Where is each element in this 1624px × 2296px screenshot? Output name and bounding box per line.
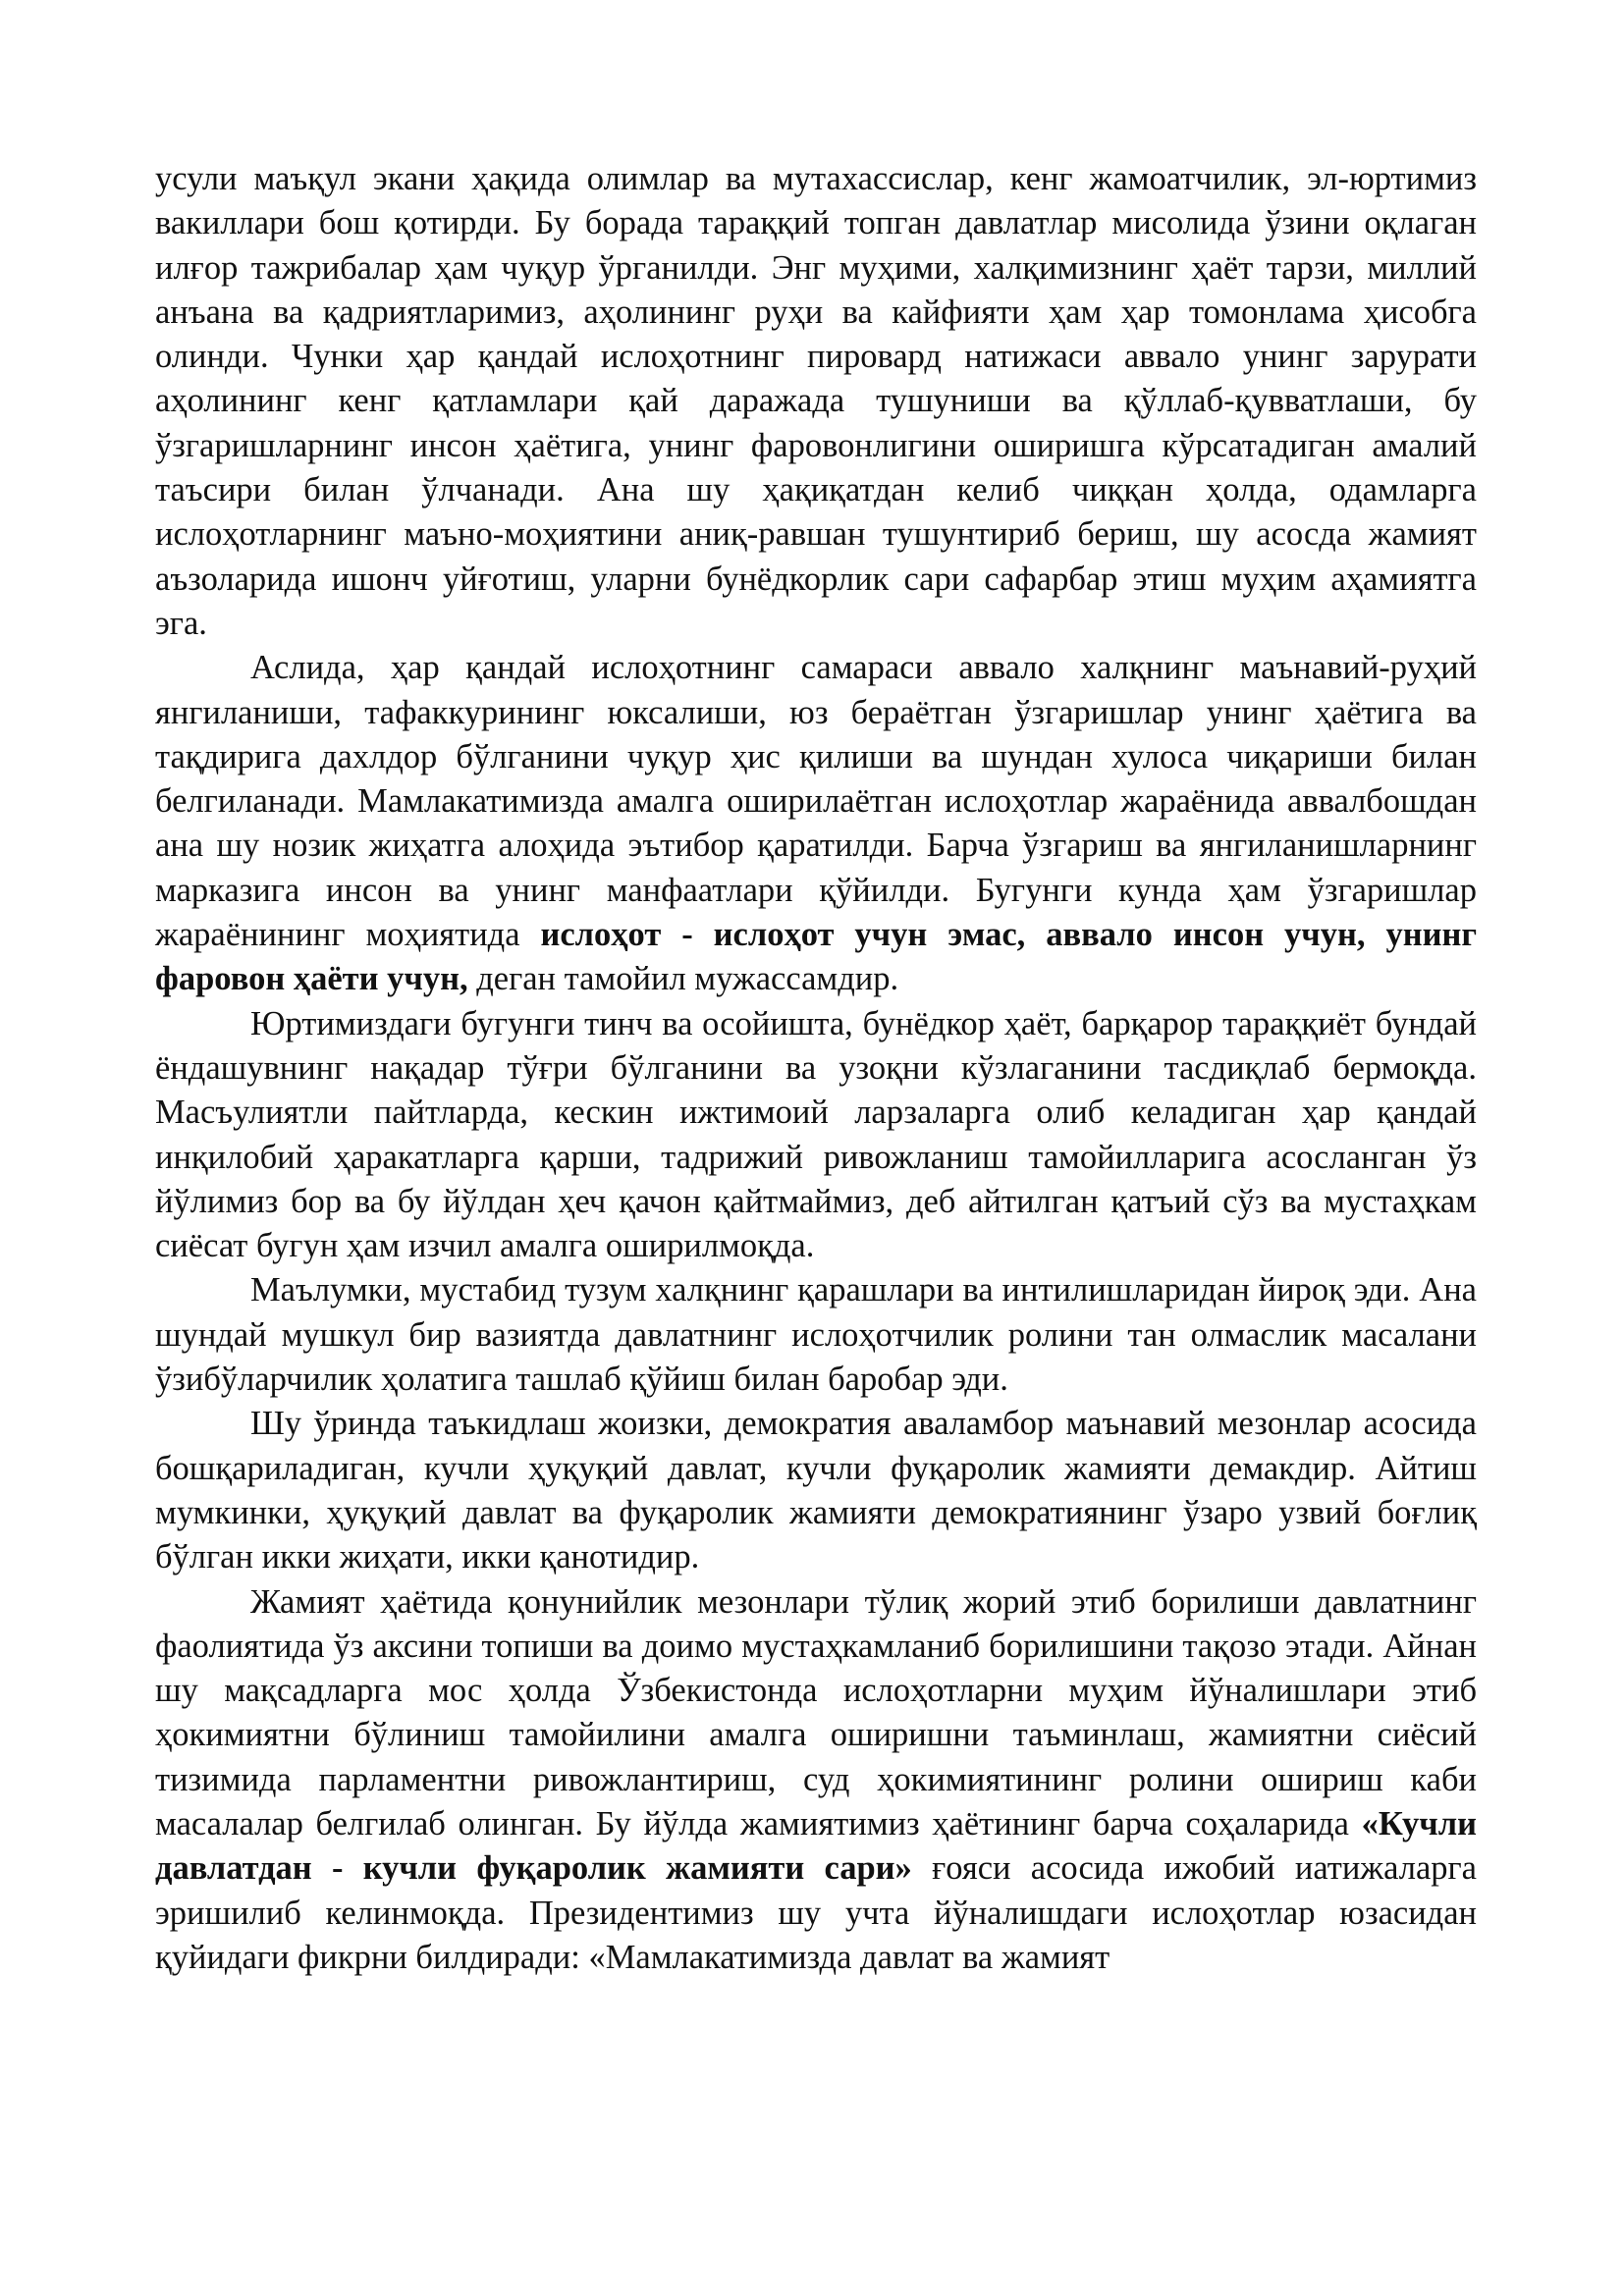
paragraph-2 [155,646,1477,1001]
paragraph-1 [155,157,1477,646]
text-run: Юртимиздаги бугунги тинч ва осойишта, бунёдкор ҳаёт, барқарор тараққиёт бундай ёндашувнинг нақадар тўғри бўлганини ва узоқни кўзлаганини тасдиқлаб бермоқда. Масъулиятли пайтларда, кескин ижтимоий ларзаларга олиб келадиган ҳар қандай инқилобий ҳаракатларга қарши, тадрижий ривожланиш тамойилларига асосланган ўз йўлимиз бор ва бу йўлдан ҳеч қачон қайтмаймиз, деб айтилган қатъий сўз ва мустаҳкам сиёсат бугун ҳам изчил амалга оширилмоқда. [155,1004,1477,1265]
text-run: Шу ўринда таъкидлаш жоизки, демократия аваламбор маънавий мезонлар асосида бошқариладиган, кучли ҳуқуқий давлат, кучли фуқаролик жамияти демакдир. Айтиш мумкинки, ҳуқуқий давлат ва фуқаролик жамияти демократиянинг ўзаро узвий боғлиқ бўлган икки жиҳати, икки қанотидир. [155,1405,1477,1576]
bold-text-run: ислоҳот - ислоҳот учун эмас, аввало инсон учун, унинг фаровон ҳаёти учун, [155,916,1477,998]
text-run: Маълумки, мустабид тузум халқнинг қарашлари ва интилишларидан йироқ эди. Ана шундай мушкул бир вазиятда давлатнинг ислоҳотчилик ролини тан олмаслик масалани ўзибўларчилик ҳолатига ташлаб қўйиш билан баробар эди. [155,1271,1477,1399]
text-run: Аслида, ҳар қандай ислоҳотнинг самараси аввало халқнинг маънавий-руҳий янгиланиши, тафаккурининг юксалиши, юз бераётган ўзгаришлар унинг ҳаётига ва тақдирига дахлдор бўлганини чуқур ҳис қилиши ва шундан хулоса чиқариши билан белгиланади. Мамлакатимизда амалга оширилаётган ислоҳотлар жараёнида аввалбошдан ана шу нозик жиҳатга алоҳида эътибор қаратилди. Барча ўзгариш ва янгиланишларнинг марказига инсон ва унинг манфаатлари қўйилди. Бугунги кунда ҳам ўзгаришлар жараёнининг моҳиятида [155,649,1477,954]
text-run: усули маъқул экани ҳақида олимлар ва мутахассислар, кенг жамоатчилик, эл-юртимиз вакиллари бош қотирди. Бу борада тараққий топган давлатлар мисолида ўзини оқлаган илғор тажрибалар ҳам чуқур ўрганилди. Энг муҳими, халқимизнинг ҳаёт тарзи, миллий анъана ва қадриятларимиз, аҳолининг руҳи ва кайфияти ҳам ҳар томонлама ҳисобга олинди. Чунки ҳар қандай ислоҳотнинг пировард натижаси аввало унинг зарурати аҳолининг кенг қатламлари қай даражада тушуниши ва қўллаб-қувватлаши, бу ўзгаришларнинг инсон ҳаётига, унинг фаровонлигини оширишга кўрсатадиган амалий таъсири билан ўлчанади. Ана шу ҳақиқатдан келиб чиққан ҳолда, одамларга ислоҳотларнинг маъно-моҳиятини аниқ-равшан тушунтириб бериш, шу асосда жамият аъзоларида ишонч уйғотиш, уларни бунёдкорлик сари сафарбар этиш муҳим аҳамиятга эга. [155,160,1477,642]
text-run: Жамият ҳаётида қонунийлик мезонлари тўлиқ жорий этиб борилиши давлатнинг фаолиятида ўз аксини топиши ва доимо мустаҳкамланиб борилишини тақозо этади. Айнан шу мақсадларга мос ҳолда Ўзбекистонда ислоҳотларни муҳим йўналишлари этиб ҳокимиятни бўлиниш тамойилини амалга оширишни таъминлаш, жамиятни сиёсий тизимида парламентни ривожлантириш, суд ҳокимиятининг ролини ошириш каби масалалар белгилаб олинган. Бу йўлда жамиятимиз ҳаётининг барча соҳаларида [155,1582,1477,1842]
paragraph-6 [155,1580,1477,1981]
text-run: деган тамойил мужассамдир. [467,960,899,998]
paragraph-3 [155,1002,1477,1269]
text-run: ғояси асосида ижобий иатижаларга эришилиб келинмоқда. Президентимиз шу учта йўналишдаги ислоҳотлар юзасидан қуйидаги фикрни билдиради: «Мамлакатимизда давлат ва жамият [155,1849,1477,1976]
bold-text-run: «Кучли давлатдан - кучли фуқаролик жамияти сари» [155,1804,1477,1888]
document-body [155,157,1477,1980]
paragraph-5 [155,1402,1477,1579]
paragraph-4 [155,1268,1477,1402]
